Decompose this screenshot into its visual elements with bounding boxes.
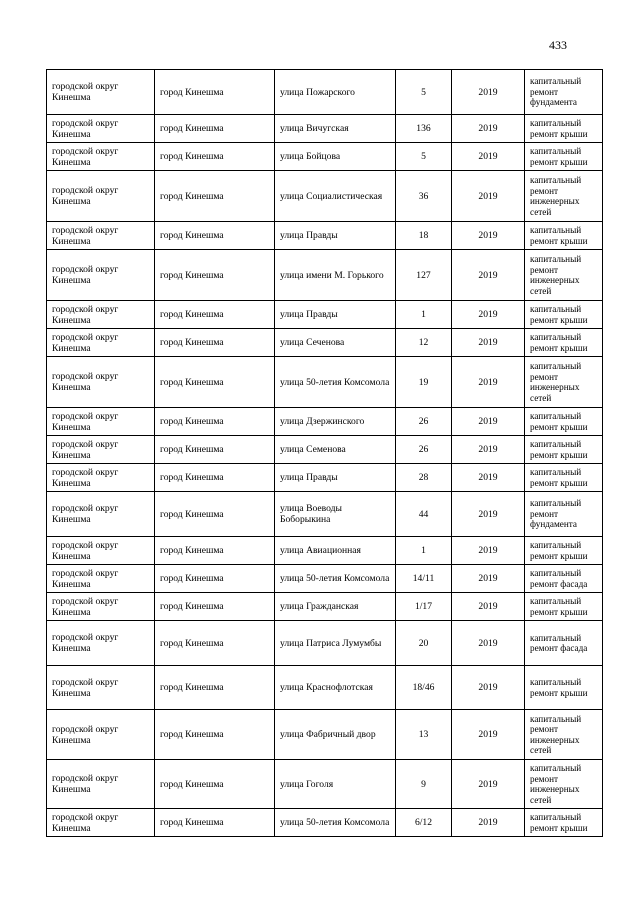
work-type-cell: капитальный ремонт фундамента	[525, 70, 603, 115]
district-cell: городской округ Кинешма	[47, 301, 155, 329]
year-cell: 2019	[452, 408, 525, 436]
city-cell: город Кинешма	[155, 593, 275, 621]
district-cell: городской округ Кинешма	[47, 593, 155, 621]
city-cell: город Кинешма	[155, 809, 275, 837]
house-number-cell: 6/12	[396, 809, 452, 837]
district-cell: городской округ Кинешма	[47, 222, 155, 250]
house-number-cell: 19	[396, 357, 452, 408]
house-number-cell: 20	[396, 621, 452, 666]
table-row	[47, 621, 603, 666]
district-cell: городской округ Кинешма	[47, 710, 155, 760]
city-cell: город Кинешма	[155, 537, 275, 565]
house-number-cell: 18	[396, 222, 452, 250]
table-row	[47, 809, 603, 837]
house-number-cell: 28	[396, 464, 452, 492]
work-type-cell: капитальный ремонт инженерных сетей	[525, 357, 603, 408]
street-cell: улица 50-летия Комсомола	[275, 809, 396, 837]
year-cell: 2019	[452, 171, 525, 222]
district-cell: городской округ Кинешма	[47, 70, 155, 115]
street-cell: улица Патриса Лумумбы	[275, 621, 396, 666]
table-row	[47, 565, 603, 593]
house-number-cell: 26	[396, 408, 452, 436]
district-cell: городской округ Кинешма	[47, 143, 155, 171]
house-number-cell: 13	[396, 710, 452, 760]
city-cell: город Кинешма	[155, 666, 275, 710]
district-cell: городской округ Кинешма	[47, 329, 155, 357]
house-number-cell: 12	[396, 329, 452, 357]
city-cell: город Кинешма	[155, 329, 275, 357]
year-cell: 2019	[452, 593, 525, 621]
district-cell: городской округ Кинешма	[47, 666, 155, 710]
city-cell: город Кинешма	[155, 222, 275, 250]
city-cell: город Кинешма	[155, 250, 275, 301]
city-cell: город Кинешма	[155, 171, 275, 222]
street-cell: улица Сеченова	[275, 329, 396, 357]
city-cell: город Кинешма	[155, 70, 275, 115]
house-number-cell: 14/11	[396, 565, 452, 593]
year-cell: 2019	[452, 537, 525, 565]
year-cell: 2019	[452, 666, 525, 710]
table-row	[47, 464, 603, 492]
work-type-cell: капитальный ремонт инженерных сетей	[525, 250, 603, 301]
year-cell: 2019	[452, 492, 525, 537]
street-cell: улица Воеводы Боборыкина	[275, 492, 396, 537]
table-row	[47, 666, 603, 710]
house-number-cell: 5	[396, 70, 452, 115]
street-cell: улица 50-летия Комсомола	[275, 357, 396, 408]
district-cell: городской округ Кинешма	[47, 464, 155, 492]
table-row	[47, 408, 603, 436]
district-cell: городской округ Кинешма	[47, 809, 155, 837]
table-row	[47, 329, 603, 357]
district-cell: городской округ Кинешма	[47, 492, 155, 537]
street-cell: улица Вичугская	[275, 115, 396, 143]
table-row	[47, 70, 603, 115]
house-number-cell: 26	[396, 436, 452, 464]
street-cell: улица Бойцова	[275, 143, 396, 171]
house-number-cell: 136	[396, 115, 452, 143]
city-cell: город Кинешма	[155, 492, 275, 537]
work-type-cell: капитальный ремонт фасада	[525, 565, 603, 593]
street-cell: улица Социалистическая	[275, 171, 396, 222]
house-number-cell: 44	[396, 492, 452, 537]
street-cell: улица Правды	[275, 464, 396, 492]
work-type-cell: капитальный ремонт крыши	[525, 222, 603, 250]
city-cell: город Кинешма	[155, 464, 275, 492]
work-type-cell: капитальный ремонт крыши	[525, 464, 603, 492]
city-cell: город Кинешма	[155, 710, 275, 760]
year-cell: 2019	[452, 436, 525, 464]
year-cell: 2019	[452, 222, 525, 250]
street-cell: улица Гоголя	[275, 760, 396, 809]
table-row	[47, 760, 603, 809]
table-row	[47, 436, 603, 464]
table-row	[47, 357, 603, 408]
work-type-cell: капитальный ремонт крыши	[525, 115, 603, 143]
repair-register-table	[46, 69, 603, 837]
year-cell: 2019	[452, 565, 525, 593]
district-cell: городской округ Кинешма	[47, 250, 155, 301]
district-cell: городской округ Кинешма	[47, 115, 155, 143]
year-cell: 2019	[452, 329, 525, 357]
year-cell: 2019	[452, 809, 525, 837]
city-cell: город Кинешма	[155, 565, 275, 593]
city-cell: город Кинешма	[155, 760, 275, 809]
table-row	[47, 593, 603, 621]
year-cell: 2019	[452, 464, 525, 492]
work-type-cell: капитальный ремонт фундамента	[525, 492, 603, 537]
street-cell: улица Правды	[275, 222, 396, 250]
street-cell: улица Гражданская	[275, 593, 396, 621]
street-cell: улица имени М. Горького	[275, 250, 396, 301]
city-cell: город Кинешма	[155, 408, 275, 436]
district-cell: городской округ Кинешма	[47, 357, 155, 408]
street-cell: улица Краснофлотская	[275, 666, 396, 710]
district-cell: городской округ Кинешма	[47, 171, 155, 222]
table-row	[47, 710, 603, 760]
work-type-cell: капитальный ремонт инженерных сетей	[525, 760, 603, 809]
table-row	[47, 492, 603, 537]
district-cell: городской округ Кинешма	[47, 436, 155, 464]
work-type-cell: капитальный ремонт крыши	[525, 143, 603, 171]
work-type-cell: капитальный ремонт крыши	[525, 666, 603, 710]
house-number-cell: 18/46	[396, 666, 452, 710]
work-type-cell: капитальный ремонт крыши	[525, 809, 603, 837]
year-cell: 2019	[452, 621, 525, 666]
city-cell: город Кинешма	[155, 301, 275, 329]
district-cell: городской округ Кинешма	[47, 408, 155, 436]
street-cell: улица Дзержинского	[275, 408, 396, 436]
page-number: 433	[549, 38, 567, 52]
city-cell: город Кинешма	[155, 621, 275, 666]
year-cell: 2019	[452, 357, 525, 408]
city-cell: город Кинешма	[155, 436, 275, 464]
table-row	[47, 537, 603, 565]
table-row	[47, 301, 603, 329]
city-cell: город Кинешма	[155, 143, 275, 171]
work-type-cell: капитальный ремонт крыши	[525, 593, 603, 621]
house-number-cell: 1	[396, 537, 452, 565]
table-row	[47, 222, 603, 250]
house-number-cell: 1/17	[396, 593, 452, 621]
district-cell: городской округ Кинешма	[47, 565, 155, 593]
year-cell: 2019	[452, 250, 525, 301]
year-cell: 2019	[452, 115, 525, 143]
street-cell: улица Правды	[275, 301, 396, 329]
year-cell: 2019	[452, 143, 525, 171]
district-cell: городской округ Кинешма	[47, 621, 155, 666]
street-cell: улица Фабричный двор	[275, 710, 396, 760]
work-type-cell: капитальный ремонт крыши	[525, 408, 603, 436]
year-cell: 2019	[452, 760, 525, 809]
table-row	[47, 115, 603, 143]
year-cell: 2019	[452, 710, 525, 760]
district-cell: городской округ Кинешма	[47, 537, 155, 565]
work-type-cell: капитальный ремонт крыши	[525, 436, 603, 464]
work-type-cell: капитальный ремонт крыши	[525, 329, 603, 357]
register-body	[47, 70, 603, 837]
table-row	[47, 171, 603, 222]
street-cell: улица Семенова	[275, 436, 396, 464]
street-cell: улица Авиационная	[275, 537, 396, 565]
work-type-cell: капитальный ремонт крыши	[525, 301, 603, 329]
work-type-cell: капитальный ремонт инженерных сетей	[525, 710, 603, 760]
house-number-cell: 1	[396, 301, 452, 329]
city-cell: город Кинешма	[155, 357, 275, 408]
city-cell: город Кинешма	[155, 115, 275, 143]
table-row	[47, 143, 603, 171]
district-cell: городской округ Кинешма	[47, 760, 155, 809]
work-type-cell: капитальный ремонт фасада	[525, 621, 603, 666]
house-number-cell: 127	[396, 250, 452, 301]
house-number-cell: 9	[396, 760, 452, 809]
year-cell: 2019	[452, 70, 525, 115]
table-row	[47, 250, 603, 301]
work-type-cell: капитальный ремонт инженерных сетей	[525, 171, 603, 222]
house-number-cell: 5	[396, 143, 452, 171]
street-cell: улица 50-летия Комсомола	[275, 565, 396, 593]
year-cell: 2019	[452, 301, 525, 329]
street-cell: улица Пожарского	[275, 70, 396, 115]
house-number-cell: 36	[396, 171, 452, 222]
work-type-cell: капитальный ремонт крыши	[525, 537, 603, 565]
